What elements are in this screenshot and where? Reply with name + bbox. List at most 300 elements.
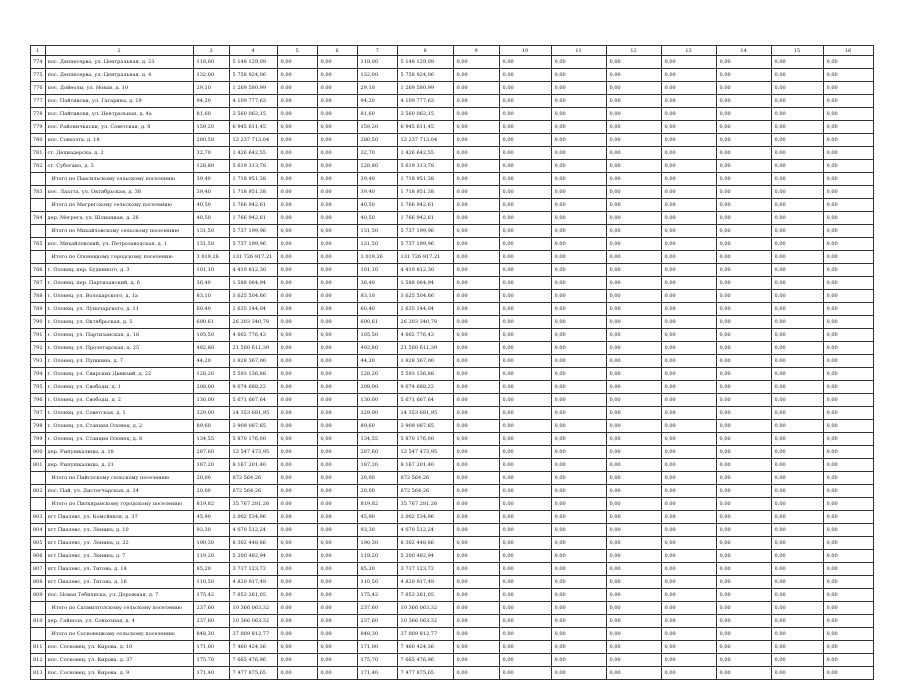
value-cell: 12 547 473,95 bbox=[397, 446, 453, 459]
address-cell: дер. Рыпушкалицы, д. 18 bbox=[45, 446, 193, 459]
value-cell: 0,00 bbox=[606, 121, 661, 134]
value-cell: 0,00 bbox=[716, 238, 771, 251]
value-cell: 40,50 bbox=[193, 199, 229, 212]
value-cell: 0,00 bbox=[317, 511, 357, 524]
value-cell: 0,00 bbox=[551, 251, 606, 264]
value-cell: 0,00 bbox=[317, 56, 357, 69]
value-cell: 128,20 bbox=[357, 368, 397, 381]
value-cell: 0,00 bbox=[823, 56, 873, 69]
value-cell: 0,00 bbox=[277, 615, 317, 628]
value-cell: 0,00 bbox=[551, 355, 606, 368]
value-cell: 0,00 bbox=[771, 56, 823, 69]
value-cell: 20,00 bbox=[357, 472, 397, 485]
value-cell: 6 945 611,45 bbox=[397, 121, 453, 134]
row-number: 789 bbox=[31, 303, 46, 316]
value-cell: 0,00 bbox=[453, 251, 499, 264]
value-cell: 0,00 bbox=[277, 251, 317, 264]
table-row bbox=[31, 303, 874, 316]
value-cell: 0,00 bbox=[716, 160, 771, 173]
row-number: 779 bbox=[31, 121, 46, 134]
value-cell: 0,00 bbox=[317, 381, 357, 394]
table-row bbox=[31, 290, 874, 303]
table-row bbox=[31, 654, 874, 667]
row-number: 790 bbox=[31, 316, 46, 329]
value-cell: 81,60 bbox=[193, 108, 229, 121]
value-cell: 10 366 063,32 bbox=[229, 602, 277, 615]
value-cell: 0,00 bbox=[661, 355, 716, 368]
value-cell: 0,00 bbox=[823, 134, 873, 147]
value-cell: 0,00 bbox=[277, 355, 317, 368]
value-cell: 0,00 bbox=[771, 420, 823, 433]
value-cell: 0,00 bbox=[661, 160, 716, 173]
value-cell: 0,00 bbox=[499, 238, 551, 251]
value-cell: 0,00 bbox=[771, 199, 823, 212]
subtotal-row bbox=[31, 225, 874, 238]
value-cell: 32,70 bbox=[193, 147, 229, 160]
value-cell: 0,00 bbox=[453, 628, 499, 641]
value-cell: 2 635 144,04 bbox=[229, 303, 277, 316]
value-cell: 0,00 bbox=[453, 186, 499, 199]
value-cell: 0,00 bbox=[771, 381, 823, 394]
value-cell: 29,10 bbox=[193, 82, 229, 95]
value-cell: 0,00 bbox=[661, 381, 716, 394]
value-cell: 0,00 bbox=[771, 251, 823, 264]
value-cell: 0,00 bbox=[606, 641, 661, 654]
value-cell: 0,00 bbox=[661, 433, 716, 446]
value-cell: 0,00 bbox=[551, 134, 606, 147]
value-cell: 0,00 bbox=[771, 225, 823, 238]
value-cell: 0,00 bbox=[277, 212, 317, 225]
value-cell: 0,00 bbox=[823, 485, 873, 498]
value-cell: 0,00 bbox=[823, 446, 873, 459]
value-cell: 0,00 bbox=[661, 82, 716, 95]
value-cell: 0,00 bbox=[661, 654, 716, 667]
value-cell: 0,00 bbox=[823, 511, 873, 524]
value-cell: 0,00 bbox=[499, 290, 551, 303]
value-cell: 0,00 bbox=[716, 186, 771, 199]
value-cell: 0,00 bbox=[551, 381, 606, 394]
value-cell: 0,00 bbox=[453, 316, 499, 329]
value-cell: 280,50 bbox=[357, 134, 397, 147]
value-cell: 0,00 bbox=[453, 342, 499, 355]
row-number: 806 bbox=[31, 550, 46, 563]
value-cell: 5 758 924,06 bbox=[397, 69, 453, 82]
value-cell: 0,00 bbox=[771, 511, 823, 524]
table-row bbox=[31, 95, 874, 108]
value-cell: 0,00 bbox=[277, 407, 317, 420]
value-cell: 9 074 668,22 bbox=[397, 381, 453, 394]
table-row bbox=[31, 121, 874, 134]
value-cell: 0,00 bbox=[551, 199, 606, 212]
value-cell: 287,60 bbox=[357, 446, 397, 459]
value-cell: 0,00 bbox=[823, 82, 873, 95]
value-cell: 0,00 bbox=[823, 628, 873, 641]
table-row bbox=[31, 641, 874, 654]
value-cell: 0,00 bbox=[606, 303, 661, 316]
value-cell: 0,00 bbox=[661, 56, 716, 69]
value-cell: 190,30 bbox=[357, 537, 397, 550]
address-cell: пос. Деппесерва, ул. Центральная, д. 4 bbox=[45, 69, 193, 82]
table-row bbox=[31, 485, 874, 498]
value-cell: 0,00 bbox=[499, 563, 551, 576]
value-cell: 0,00 bbox=[716, 615, 771, 628]
row-number: 775 bbox=[31, 69, 46, 82]
value-cell: 0,00 bbox=[499, 225, 551, 238]
value-cell: 37 009 812,77 bbox=[397, 628, 453, 641]
table-row bbox=[31, 511, 874, 524]
value-cell: 0,00 bbox=[277, 56, 317, 69]
value-cell: 0,00 bbox=[771, 550, 823, 563]
value-cell: 10 366 063,32 bbox=[229, 615, 277, 628]
value-cell: 94,20 bbox=[357, 95, 397, 108]
value-cell: 237,60 bbox=[357, 615, 397, 628]
table-row bbox=[31, 550, 874, 563]
value-cell: 0,00 bbox=[771, 407, 823, 420]
value-cell: 0,00 bbox=[317, 563, 357, 576]
value-cell: 0,00 bbox=[317, 316, 357, 329]
value-cell: 175,70 bbox=[357, 654, 397, 667]
value-cell: 0,00 bbox=[551, 459, 606, 472]
address-cell: Итого по Олонецкому городскому поселению bbox=[45, 251, 193, 264]
value-cell: 101,10 bbox=[193, 264, 229, 277]
value-cell: 0,00 bbox=[317, 524, 357, 537]
value-cell: 0,00 bbox=[606, 654, 661, 667]
value-cell: 0,00 bbox=[716, 563, 771, 576]
value-cell: 0,00 bbox=[499, 186, 551, 199]
value-cell: 0,00 bbox=[823, 173, 873, 186]
value-cell: 0,00 bbox=[661, 667, 716, 680]
value-cell: 0,00 bbox=[551, 329, 606, 342]
address-cell: г. Олонец, ул. Советская, д. 1 bbox=[45, 407, 193, 420]
value-cell: 0,00 bbox=[551, 316, 606, 329]
value-cell: 0,00 bbox=[499, 303, 551, 316]
value-cell: 237,60 bbox=[193, 602, 229, 615]
value-cell: 600,61 bbox=[193, 316, 229, 329]
column-number: 13 bbox=[661, 46, 716, 56]
row-number: 778 bbox=[31, 108, 46, 121]
value-cell: 0,00 bbox=[771, 667, 823, 680]
value-cell: 7 460 424,36 bbox=[397, 641, 453, 654]
value-cell: 0,00 bbox=[823, 329, 873, 342]
value-cell: 0,00 bbox=[551, 160, 606, 173]
value-cell: 4 820 917,49 bbox=[229, 576, 277, 589]
value-cell: 0,00 bbox=[771, 212, 823, 225]
value-cell: 0,00 bbox=[317, 602, 357, 615]
value-cell: 0,00 bbox=[277, 69, 317, 82]
value-cell: 0,00 bbox=[499, 264, 551, 277]
value-cell: 0,00 bbox=[499, 329, 551, 342]
value-cell: 105,50 bbox=[357, 329, 397, 342]
value-cell: 0,00 bbox=[716, 212, 771, 225]
address-cell: г. Олонец, ул. Станция Олонец, д. 2 bbox=[45, 420, 193, 433]
value-cell: 8 302 448,86 bbox=[397, 537, 453, 550]
value-cell: 110,50 bbox=[193, 576, 229, 589]
address-cell: пос. Лаатта, ул. Октябрьская, д. 38 bbox=[45, 186, 193, 199]
row-number: 787 bbox=[31, 277, 46, 290]
value-cell: 0,00 bbox=[661, 459, 716, 472]
value-cell: 0,00 bbox=[551, 524, 606, 537]
value-cell: 3 909 087,85 bbox=[229, 420, 277, 433]
table-row bbox=[31, 316, 874, 329]
row-number: 802 bbox=[31, 485, 46, 498]
value-cell: 280,50 bbox=[193, 134, 229, 147]
value-cell: 0,00 bbox=[606, 628, 661, 641]
value-cell: 0,00 bbox=[661, 602, 716, 615]
value-cell: 1 718 951,38 bbox=[229, 173, 277, 186]
value-cell: 89,60 bbox=[193, 420, 229, 433]
value-cell: 0,00 bbox=[606, 147, 661, 160]
value-cell: 5 200 482,94 bbox=[229, 550, 277, 563]
value-cell: 45,90 bbox=[193, 511, 229, 524]
value-cell: 0,00 bbox=[771, 134, 823, 147]
value-cell: 0,00 bbox=[317, 537, 357, 550]
value-cell: 0,00 bbox=[317, 186, 357, 199]
value-cell: 119,20 bbox=[357, 550, 397, 563]
table-row bbox=[31, 459, 874, 472]
value-cell: 0,00 bbox=[716, 303, 771, 316]
value-cell: 4 109 777,63 bbox=[397, 95, 453, 108]
value-cell: 0,00 bbox=[277, 459, 317, 472]
value-cell: 0,00 bbox=[661, 108, 716, 121]
value-cell: 0,00 bbox=[661, 199, 716, 212]
value-cell: 819,82 bbox=[193, 498, 229, 511]
value-cell: 0,00 bbox=[771, 277, 823, 290]
column-number: 5 bbox=[277, 46, 317, 56]
row-number bbox=[31, 225, 46, 238]
value-cell: 0,00 bbox=[716, 628, 771, 641]
value-cell: 45,90 bbox=[357, 511, 397, 524]
address-cell: г. Олонец, ул. Свирских Дивизий, д. 22 bbox=[45, 368, 193, 381]
value-cell: 0,00 bbox=[606, 446, 661, 459]
row-number: 776 bbox=[31, 82, 46, 95]
row-number: 801 bbox=[31, 459, 46, 472]
value-cell: 0,00 bbox=[661, 537, 716, 550]
row-number: 785 bbox=[31, 238, 46, 251]
value-cell: 0,00 bbox=[823, 459, 873, 472]
table-row bbox=[31, 563, 874, 576]
value-cell: 0,00 bbox=[661, 550, 716, 563]
value-cell: 0,00 bbox=[453, 498, 499, 511]
value-cell: 0,00 bbox=[453, 108, 499, 121]
value-cell: 0,00 bbox=[771, 121, 823, 134]
value-cell: 0,00 bbox=[771, 186, 823, 199]
address-cell: г. Олонец, ул. Свободы, д. 2 bbox=[45, 394, 193, 407]
value-cell: 4 820 917,49 bbox=[397, 576, 453, 589]
value-cell: 0,00 bbox=[661, 368, 716, 381]
value-cell: 1 426 642,55 bbox=[229, 147, 277, 160]
table-row bbox=[31, 667, 874, 680]
value-cell: 0,00 bbox=[499, 212, 551, 225]
value-cell: 1 766 942,61 bbox=[229, 212, 277, 225]
address-cell: пгт Пиалевс, ул. Титова, д. 16 bbox=[45, 576, 193, 589]
value-cell: 0,00 bbox=[317, 199, 357, 212]
address-cell: г. Олонец, пер. Буденного, д. 3 bbox=[45, 264, 193, 277]
value-cell: 0,00 bbox=[453, 355, 499, 368]
value-cell: 0,00 bbox=[499, 589, 551, 602]
value-cell: 0,00 bbox=[317, 277, 357, 290]
value-cell: 0,00 bbox=[606, 186, 661, 199]
value-cell: 0,00 bbox=[499, 511, 551, 524]
value-cell: 0,00 bbox=[823, 342, 873, 355]
value-cell: 0,00 bbox=[716, 329, 771, 342]
value-cell: 0,00 bbox=[716, 537, 771, 550]
value-cell: 0,00 bbox=[823, 524, 873, 537]
address-cell: пос. Совхозта, д. 18 bbox=[45, 134, 193, 147]
value-cell: 0,00 bbox=[277, 147, 317, 160]
value-cell: 237,60 bbox=[193, 615, 229, 628]
value-cell: 0,00 bbox=[277, 602, 317, 615]
value-cell: 0,00 bbox=[499, 615, 551, 628]
value-cell: 0,00 bbox=[823, 316, 873, 329]
value-cell: 2 002 534,96 bbox=[229, 511, 277, 524]
subtotal-row bbox=[31, 199, 874, 212]
value-cell: 26 203 340,78 bbox=[229, 316, 277, 329]
row-number: 811 bbox=[31, 641, 46, 654]
value-cell: 40,50 bbox=[357, 212, 397, 225]
value-cell: 0,00 bbox=[606, 459, 661, 472]
value-cell: 0,00 bbox=[823, 212, 873, 225]
value-cell: 0,00 bbox=[716, 251, 771, 264]
value-cell: 0,00 bbox=[606, 563, 661, 576]
subtotal-row bbox=[31, 602, 874, 615]
value-cell: 0,00 bbox=[499, 524, 551, 537]
value-cell: 1 928 367,00 bbox=[397, 355, 453, 368]
row-number bbox=[31, 498, 46, 511]
value-cell: 0,00 bbox=[551, 173, 606, 186]
value-cell: 85,20 bbox=[193, 563, 229, 576]
value-cell: 0,00 bbox=[277, 95, 317, 108]
value-cell: 0,00 bbox=[716, 368, 771, 381]
value-cell: 0,00 bbox=[823, 95, 873, 108]
value-cell: 9 074 668,22 bbox=[229, 381, 277, 394]
value-cell: 39,40 bbox=[193, 186, 229, 199]
value-cell: 2 002 534,96 bbox=[397, 511, 453, 524]
value-cell: 0,00 bbox=[551, 225, 606, 238]
value-cell: 0,00 bbox=[453, 550, 499, 563]
value-cell: 0,00 bbox=[453, 394, 499, 407]
value-cell: 0,00 bbox=[453, 199, 499, 212]
row-number: 807 bbox=[31, 563, 46, 576]
value-cell: 128,80 bbox=[193, 160, 229, 173]
value-cell: 10 366 063,32 bbox=[397, 602, 453, 615]
value-cell: 0,00 bbox=[716, 316, 771, 329]
value-cell: 20,00 bbox=[357, 485, 397, 498]
value-cell: 0,00 bbox=[317, 212, 357, 225]
value-cell: 110,50 bbox=[357, 576, 397, 589]
value-cell: 0,00 bbox=[661, 524, 716, 537]
value-cell: 0,00 bbox=[771, 329, 823, 342]
table-row bbox=[31, 420, 874, 433]
value-cell: 5 758 924,06 bbox=[229, 69, 277, 82]
value-cell: 0,00 bbox=[716, 576, 771, 589]
value-cell: 187,20 bbox=[357, 459, 397, 472]
value-cell: 0,00 bbox=[551, 420, 606, 433]
value-cell: 0,00 bbox=[716, 69, 771, 82]
value-cell: 21 500 611,39 bbox=[229, 342, 277, 355]
value-cell: 0,00 bbox=[499, 251, 551, 264]
value-cell: 7 477 875,65 bbox=[397, 667, 453, 680]
value-cell: 0,00 bbox=[606, 225, 661, 238]
address-cell: Итого по Мегрегскому сельскому поселению bbox=[45, 199, 193, 212]
value-cell: 0,00 bbox=[453, 654, 499, 667]
value-cell: 0,00 bbox=[551, 82, 606, 95]
value-cell: 0,00 bbox=[606, 134, 661, 147]
value-cell: 1 269 580,99 bbox=[397, 82, 453, 95]
value-cell: 0,00 bbox=[771, 394, 823, 407]
value-cell: 0,00 bbox=[499, 433, 551, 446]
value-cell: 1 766 942,61 bbox=[397, 212, 453, 225]
value-cell: 60,40 bbox=[357, 303, 397, 316]
column-number: 1 bbox=[31, 46, 46, 56]
value-cell: 0,00 bbox=[453, 524, 499, 537]
value-cell: 0,00 bbox=[317, 615, 357, 628]
value-cell: 130,00 bbox=[193, 394, 229, 407]
value-cell: 35 767 281,26 bbox=[229, 498, 277, 511]
value-cell: 0,00 bbox=[453, 615, 499, 628]
address-cell: дер. Гайнола, ул. Совхозная, д. 4 bbox=[45, 615, 193, 628]
value-cell: 0,00 bbox=[499, 394, 551, 407]
value-cell: 1 766 942,61 bbox=[229, 199, 277, 212]
address-cell: пгт Пиалевс, ул. Ленина, д. 22 bbox=[45, 537, 193, 550]
value-cell: 0,00 bbox=[823, 290, 873, 303]
value-cell: 0,00 bbox=[499, 407, 551, 420]
value-cell: 20,00 bbox=[193, 472, 229, 485]
value-cell: 0,00 bbox=[716, 472, 771, 485]
address-cell: пос. Пайтивски, ул. Гагарина, д. 19 bbox=[45, 95, 193, 108]
value-cell: 0,00 bbox=[716, 56, 771, 69]
value-cell: 0,00 bbox=[453, 238, 499, 251]
value-cell: 8 167 201,40 bbox=[397, 459, 453, 472]
value-cell: 134,55 bbox=[357, 433, 397, 446]
value-cell: 0,00 bbox=[317, 251, 357, 264]
value-cell: 0,00 bbox=[771, 303, 823, 316]
value-cell: 0,00 bbox=[716, 446, 771, 459]
value-cell: 0,00 bbox=[716, 121, 771, 134]
row-number: 813 bbox=[31, 667, 46, 680]
value-cell: 0,00 bbox=[771, 485, 823, 498]
value-cell: 0,00 bbox=[317, 641, 357, 654]
address-cell: пос. Пайтивски, ул. Центральная, д. 4а bbox=[45, 108, 193, 121]
table-row bbox=[31, 147, 874, 160]
value-cell: 0,00 bbox=[551, 95, 606, 108]
value-cell: 0,00 bbox=[661, 420, 716, 433]
value-cell: 0,00 bbox=[453, 472, 499, 485]
value-cell: 5 737 199,96 bbox=[229, 238, 277, 251]
value-cell: 0,00 bbox=[453, 264, 499, 277]
value-cell: 0,00 bbox=[716, 173, 771, 186]
value-cell: 0,00 bbox=[499, 173, 551, 186]
value-cell: 0,00 bbox=[499, 147, 551, 160]
value-cell: 36,40 bbox=[193, 277, 229, 290]
value-cell: 0,00 bbox=[606, 95, 661, 108]
value-cell: 3 625 504,66 bbox=[229, 290, 277, 303]
value-cell: 159,20 bbox=[357, 121, 397, 134]
value-cell: 0,00 bbox=[551, 537, 606, 550]
value-cell: 0,00 bbox=[606, 498, 661, 511]
value-cell: 5 200 482,94 bbox=[397, 550, 453, 563]
value-cell: 0,00 bbox=[606, 602, 661, 615]
value-cell: 0,00 bbox=[716, 394, 771, 407]
value-cell: 0,00 bbox=[551, 290, 606, 303]
value-cell: 0,00 bbox=[823, 420, 873, 433]
table-row bbox=[31, 186, 874, 199]
address-cell: г. Олонец, ул. Октябрьская, д. 5 bbox=[45, 316, 193, 329]
address-cell: г. Олонец, пер. Партизанский, д. 6 bbox=[45, 277, 193, 290]
value-cell: 0,00 bbox=[716, 407, 771, 420]
value-cell: 0,00 bbox=[499, 355, 551, 368]
value-cell: 0,00 bbox=[277, 628, 317, 641]
address-cell: ст. Депиадерска, д. 2 bbox=[45, 147, 193, 160]
